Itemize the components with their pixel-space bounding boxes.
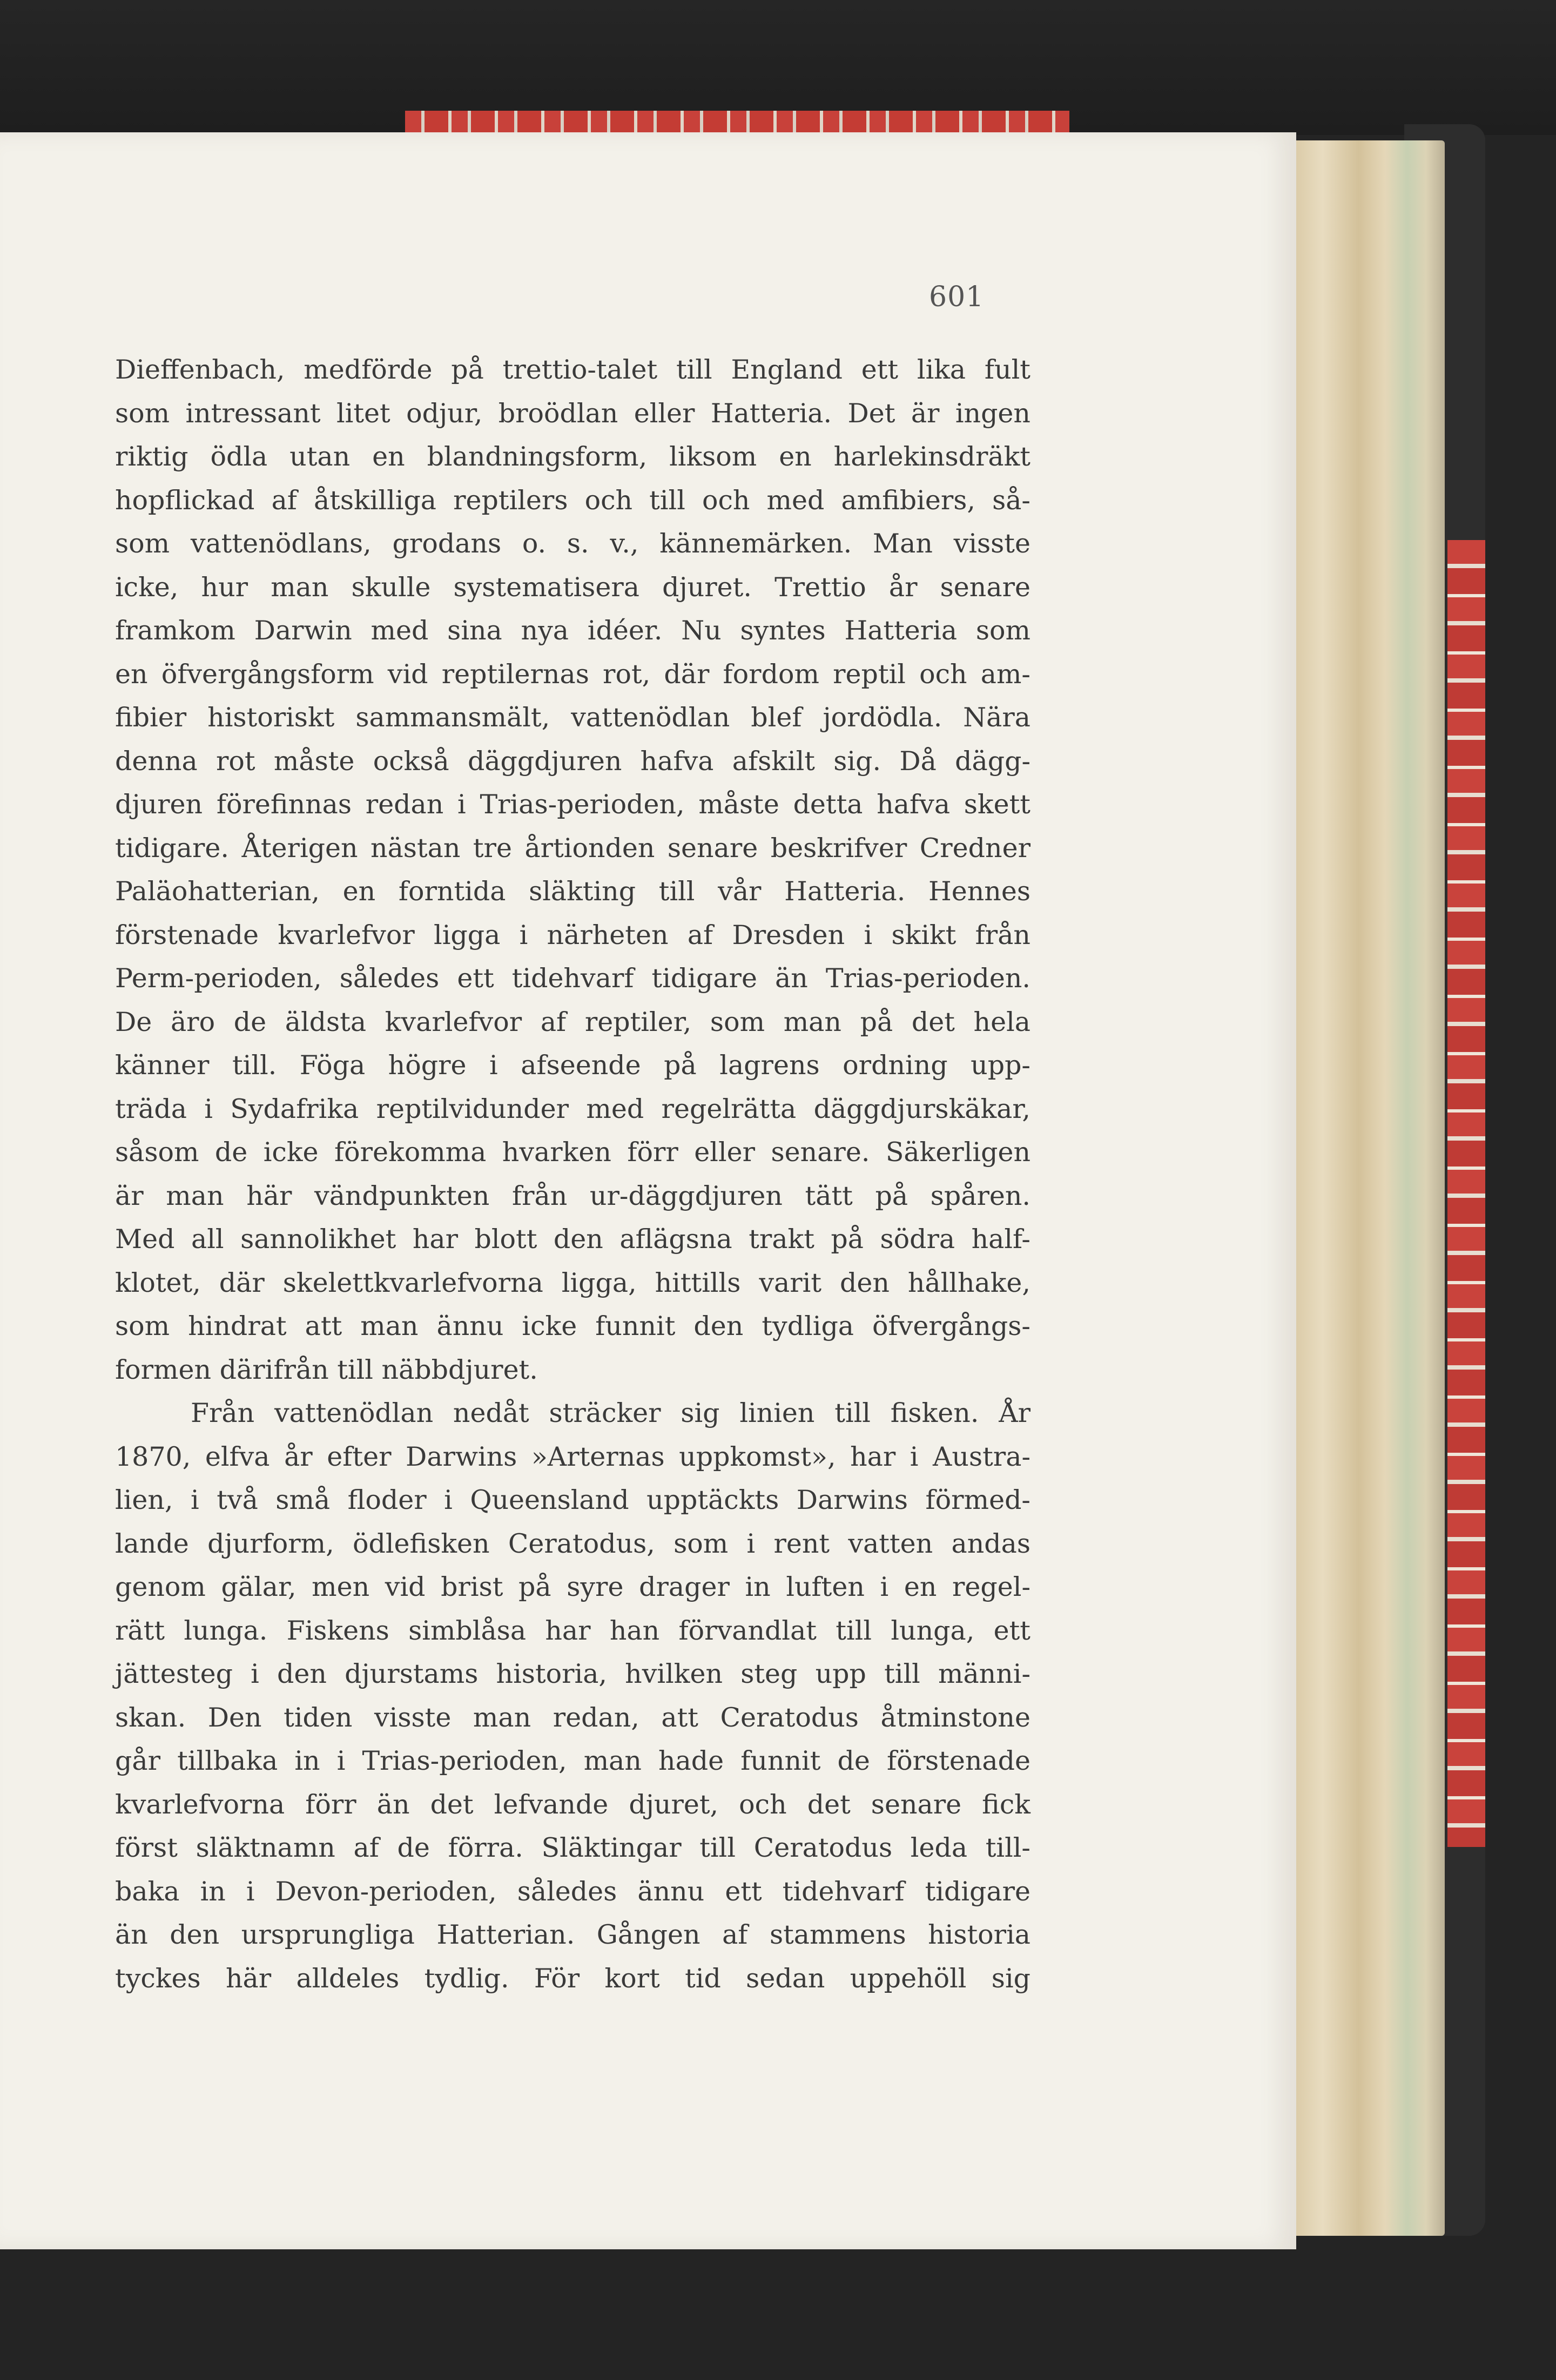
- page-number: 601: [929, 281, 985, 313]
- text-line: tyckes här alldeles tydlig. För kort tid sedan uppehöll sig: [115, 1963, 1030, 1994]
- text-line: Dieffenbach, medförde på trettio-talet till England ett lika fult: [115, 354, 1030, 385]
- text-line: Med all sannolikhet har blott den aflägsna trakt på södra half-: [115, 1224, 1030, 1255]
- text-line: känner till. Föga högre i afseende på lagrens ordning upp-: [115, 1050, 1030, 1081]
- text-line: tidigare. Återigen nästan tre årtionden senare beskrifver Credner: [115, 832, 1030, 864]
- text-line: De äro de äldsta kvarlefvor af reptiler, som man på det hela: [115, 1006, 1030, 1037]
- text-line: som intressant litet odjur, broödlan eller Hatteria. Det är ingen: [115, 397, 1030, 429]
- text-line: hopflickad af åtskilliga reptilers och till och med amfibiers, så-: [115, 484, 1030, 516]
- text-line: Från vattenödlan nedåt sträcker sig linien till fisken. År: [191, 1398, 1030, 1428]
- text-line: formen därifrån till näbbdjuret.: [115, 1354, 538, 1385]
- text-line: än den ursprungliga Hatterian. Gången af stammens historia: [115, 1919, 1030, 1950]
- text-line: lande djurform, ödlefisken Ceratodus, som i rent vatten andas: [115, 1528, 1030, 1559]
- text-line: skan. Den tiden visste man redan, att Ceratodus åtminstone: [115, 1702, 1030, 1733]
- text-line: framkom Darwin med sina nya idéer. Nu syntes Hatteria som: [115, 615, 1030, 646]
- text-line: 1870, elfva år efter Darwins »Arternas uppkomst», har i Austra-: [115, 1441, 1030, 1472]
- text-line: som hindrat att man ännu icke funnit den tydliga öfvergångs-: [115, 1311, 1030, 1341]
- text-line: genom gälar, men vid brist på syre drager in luften i en regel-: [115, 1572, 1030, 1602]
- text-line: jättesteg i den djurstams historia, hvilken steg upp till männi-: [115, 1658, 1030, 1689]
- text-line: Paläohatterian, en forntida släkting till vår Hatteria. Hennes: [115, 876, 1030, 907]
- spine-decoration: [1447, 540, 1485, 1847]
- body-text: [115, 348, 1030, 2000]
- text-line: icke, hur man skulle systematisera djuret. Trettio år senare: [115, 571, 1030, 603]
- page-edges: [1288, 140, 1445, 2236]
- text-line: en öfvergångsform vid reptilernas rot, där fordom reptil och am-: [115, 658, 1030, 690]
- text-line: träda i Sydafrika reptilvidunder med regelrätta däggdjurskäkar,: [115, 1093, 1030, 1124]
- text-line: denna rot måste också däggdjuren hafva afskilt sig. Då dägg-: [115, 745, 1030, 777]
- text-line: lien, i två små floder i Queensland upptäckts Darwins förmed-: [115, 1485, 1030, 1515]
- text-line: rätt lunga. Fiskens simblåsa har han förvandlat till lunga, ett: [115, 1615, 1030, 1646]
- text-line: Perm-perioden, således ett tidehvarf tidigare än Trias-perioden.: [115, 963, 1030, 994]
- text-line: som vattenödlans, grodans o. s. v., kännemärken. Man visste: [115, 528, 1030, 559]
- text-line: riktig ödla utan en blandningsform, liksom en harlekinsdräkt: [115, 441, 1030, 472]
- text-line: djuren förefinnas redan i Trias-perioden, måste detta hafva skett: [115, 789, 1030, 820]
- text-line: är man här vändpunkten från ur-däggdjuren tätt på spåren.: [115, 1180, 1030, 1211]
- text-line: kvarlefvorna förr än det lefvande djuret, och det senare fick: [115, 1789, 1030, 1820]
- text-line: såsom de icke förekomma hvarken förr eller senare. Säkerligen: [115, 1137, 1030, 1168]
- text-line: förstenade kvarlefvor ligga i närheten af Dresden i skikt från: [115, 919, 1030, 950]
- text-line: fibier historiskt sammansmält, vattenödlan blef jordödla. Nära: [115, 702, 1030, 733]
- text-line: först släktnamn af de förra. Släktingar till Ceratodus leda till-: [115, 1832, 1030, 1863]
- text-line: klotet, där skelettkvarlefvorna ligga, hittills varit den hållhake,: [115, 1267, 1030, 1298]
- text-line: baka in i Devon-perioden, således ännu ett tidehvarf tidigare: [115, 1876, 1030, 1907]
- text-line: går tillbaka in i Trias-perioden, man hade funnit de förstenade: [115, 1745, 1030, 1776]
